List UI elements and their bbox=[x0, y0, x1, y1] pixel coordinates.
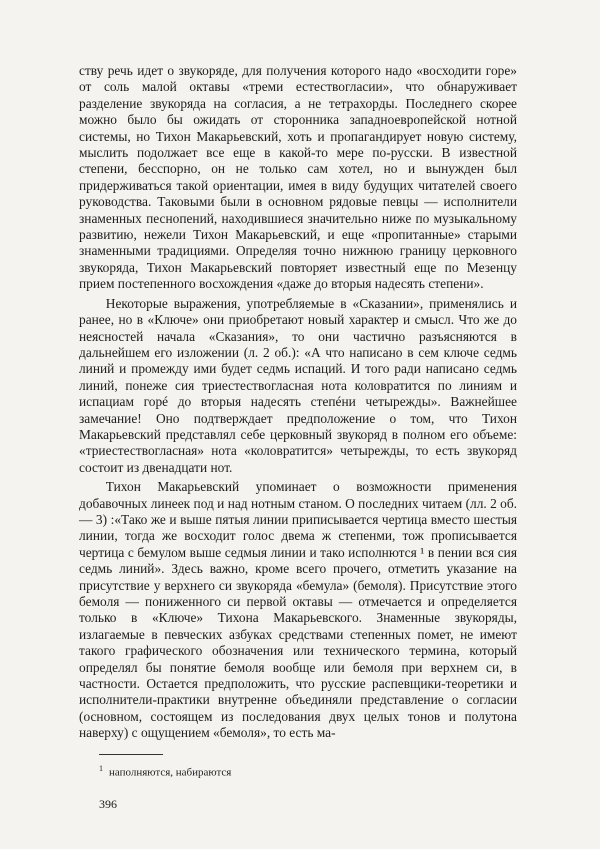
page-number: 396 bbox=[99, 797, 117, 811]
footnote-divider bbox=[99, 754, 163, 755]
paragraph-1: ству речь идет о звукоряде, для получения которого надо «восходити горе» от соль малой октавы «треми естествогласии», что обнаруживает разделение звукоряда на согласия, а не тетрахорды. Последнего скорее можно было бы ожидать от сторонника западноевропейской нотной системы, но Тихон Макарьевский, хоть и пропагандирует новую систему, мыслить подолжает все еще в какой-то мере по-русски. В известной степени, бесспорно, он не только сам хотел, но и вынужден был придерживаться такой ориентации, имея в виду будущих читателей своего руководства. Таковыми были в основном рядовые певцы — исполнители знаменных песнопений, находившиеся значительно ниже по музыкальному развитию, нежели Тихон Макарьевский, и еще «пропитанные» старыми знаменными традициями. Определяя точно нижнюю границу церковного звукоряда, Тихон Макарьевский повторяет известный еще по Мезенцу прием постепенного восхождения «даже до вторыя надесять степени». bbox=[79, 63, 517, 292]
paragraph-3: Тихон Макарьевский упоминает о возможности применения добавочных линеек под и над нотным станом. О последних читаем (лл. 2 об.— 3) :«Тако же и выше пятыя линии приписывается чертица вместо шестыя линии, тогда же восходит голос двема ж степенми, тож прописывается чертица с бемулом выше седмыя линии и тако исполнются ¹ в пении вся сия седмь линий». Здесь важно, кроме всего прочего, отметить указание на присутствие у верхнего си звукоряда «бемула» (бемоля). Присутствие этого бемоля — пониженного си первой октавы — отмечается и определяется только в «Ключе» Тихона Макарьевского. Знаменные звукоряды, излагаемые в певческих азбуках средствами степенных помет, не имеют такого графического обозначения или технического термина, который определял бы понятие бемоля вообще или бемоля при верхнем си, в частности. Остается предположить, что русские распевщики-теоретики и исполнители-практики внутренне объединяли представление о согласии (основном, состоящем из последования двух целых тонов и полутона наверху) с ощущением «бемоля», то есть ма- bbox=[79, 479, 517, 741]
footnote-marker: 1 bbox=[99, 764, 103, 773]
paragraph-2: Некоторые выражения, употребляемые в «Сказании», применялись и ранее, но в «Ключе» они приобретают новый характер и смысл. Что же до неясностей начала «Сказания», то они частично разъясняются в дальнейшем его изложении (л. 2 об.): «А что написано в сем ключе седмь линий и промежду ими будет седмь испаций. И того ради написано седмь линий, понеже сия триестествогласная нота коловратится по линиям и испациам горé до вторыя надесять степéни четырежды». Важнейшее замечание! Оно подтверждает предположение о том, что Тихон Макарьевский представлял себе церковный звукоряд в полном его объеме: «триестествогласная» нота «коловратится» четырежды, то есть звукоряд состоит из двенадцати нот. bbox=[79, 295, 517, 475]
footnote-text: наполняются, набираются bbox=[109, 766, 232, 779]
footnote bbox=[99, 762, 231, 780]
body-text bbox=[79, 63, 517, 742]
